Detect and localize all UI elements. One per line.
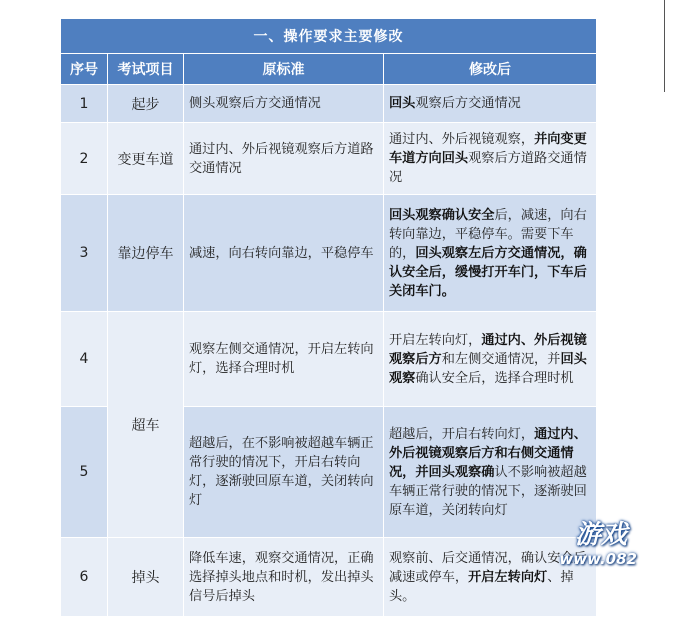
- row-old: 超越后，在不影响被超越车辆正常行驶的情况下，开启右转向灯，逐渐驶回原车道，关闭转向灯: [184, 407, 384, 538]
- modification-table: [60, 18, 597, 617]
- plain-text: 观察后方道路交通情况: [389, 151, 587, 185]
- row-num: 1: [61, 85, 108, 123]
- header-old: 原标准: [184, 54, 384, 85]
- emphasized-text: 开启左转向灯: [468, 569, 548, 585]
- plain-text: 开启左转向灯，: [389, 332, 482, 348]
- row-item: 掉头: [108, 538, 184, 617]
- plain-text: 认不影响被超越车辆正常行驶的情况下，逐渐驶回原车道，关闭转向灯: [389, 464, 587, 518]
- row-num: 6: [61, 538, 108, 617]
- plain-text: 、掉头。: [389, 569, 574, 604]
- row-item: 超车: [108, 312, 184, 538]
- header-num: 序号: [61, 54, 108, 85]
- plain-text: 确认安全后，选择合理时机: [415, 370, 574, 386]
- emphasized-text: 回头观察: [389, 351, 587, 386]
- row-new: [384, 312, 597, 407]
- row-item: 起步: [108, 85, 184, 123]
- emphasized-text: 回头观察左后方交通情况，确认安全后，缓慢打开车门，下车后关闭车门。: [389, 245, 587, 299]
- table-row: [61, 123, 597, 195]
- plain-text: 和左侧交通情况，并: [441, 351, 561, 367]
- table-row: [61, 538, 597, 617]
- row-new: [384, 538, 597, 617]
- row-item: 靠边停车: [108, 195, 184, 312]
- plain-text: 超越后，开启右转向灯，: [389, 426, 535, 442]
- watermark-main-text: 游戏: [574, 520, 627, 550]
- row-old: 降低车速，观察交通情况，正确选择掉头地点和时机，发出掉头信号后掉头: [184, 538, 384, 617]
- emphasized-text: 回头: [389, 96, 416, 111]
- table-row: [61, 85, 597, 123]
- header-new: 修改后: [384, 54, 597, 85]
- table-title: 一、操作要求主要修改: [61, 19, 597, 54]
- plain-text: 通过内、外后视镜观察，: [389, 132, 535, 147]
- row-new: [384, 407, 597, 538]
- table-row: [61, 312, 597, 407]
- table-row: [61, 195, 597, 312]
- row-num: 3: [61, 195, 108, 312]
- row-old: 通过内、外后视镜观察后方道路交通情况: [184, 123, 384, 195]
- row-num: 4: [61, 312, 108, 407]
- plain-text: 观察前、后交通情况，确认安全后减速或停车，: [389, 550, 587, 585]
- emphasized-text: 通过内、外后视镜观察后方和右侧交通情况，并回头观察确: [389, 426, 587, 480]
- row-old: 侧头观察后方交通情况: [184, 85, 384, 123]
- emphasized-text: 回头观察确认安全: [389, 207, 495, 223]
- emphasized-text: 并向变更车道方向回头: [389, 132, 587, 166]
- emphasized-text: 通过内、外后视镜观察后方: [389, 332, 587, 367]
- row-num: 5: [61, 407, 108, 538]
- row-old: 减速，向右转向靠边，平稳停车: [184, 195, 384, 312]
- row-new: [384, 123, 597, 195]
- header-item: 考试项目: [108, 54, 184, 85]
- plain-text: 观察后方交通情况: [415, 96, 521, 111]
- plain-text: 后，减速，向右转向靠边，平稳停车。需要下车的，: [389, 207, 587, 261]
- page-edge-line: [664, 0, 665, 92]
- row-old: 观察左侧交通情况，开启左转向灯，选择合理时机: [184, 312, 384, 407]
- row-new: [384, 85, 597, 123]
- watermark-url-text: www.082: [559, 550, 637, 568]
- row-item: 变更车道: [108, 123, 184, 195]
- header-row: [61, 54, 597, 85]
- row-num: 2: [61, 123, 108, 195]
- row-new: [384, 195, 597, 312]
